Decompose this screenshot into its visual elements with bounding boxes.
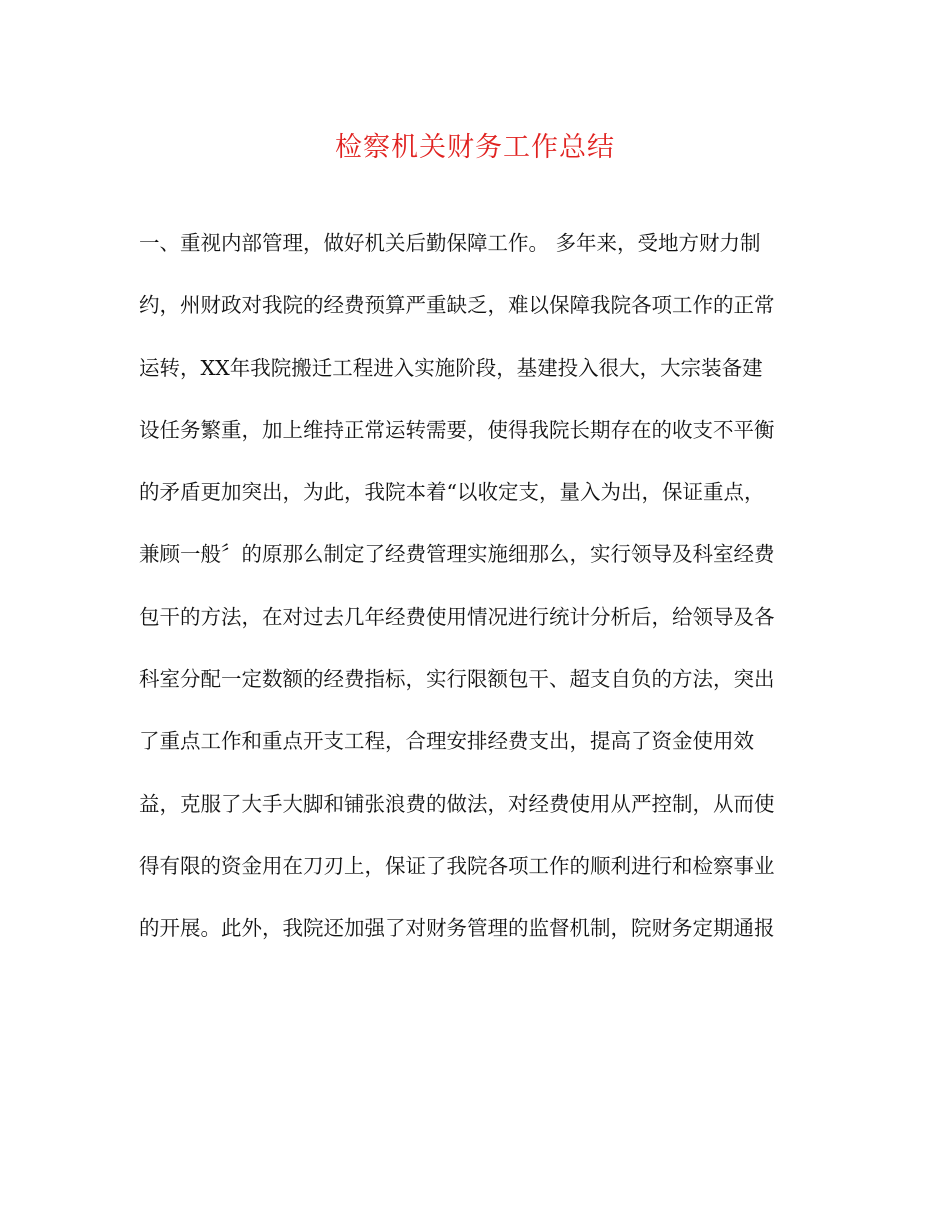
document-body (139, 212, 819, 960)
body-line: 科室分配一定数额的经费指标，实行限额包干、超支自负的方法，突出 (139, 667, 775, 692)
body-line: 的开展。此外，我院还加强了对财务管理的监督机制，院财务定期通报 (139, 916, 775, 941)
body-line: 约，州财政对我院的经费预算严重缺乏，难以保障我院各项工作的正常 (139, 293, 775, 318)
body-line: 了重点工作和重点开支工程，合理安排经费支出，提高了资金使用效 (139, 729, 754, 754)
body-line: 运转，XX年我院搬迁工程进入实施阶段，基建投入很大，大宗装备建 (139, 355, 763, 380)
body-line: 一、重视内部管理，做好机关后勤保障工作。 多年来，受地方财力制 (139, 231, 761, 255)
document-title: 检察机关财务工作总结 (335, 132, 615, 163)
body-line: 兼顾一般〞的原那么制定了经费管理实施细那么，实行领导及科室经费 (139, 542, 775, 567)
body-line: 的矛盾更加突出，为此，我院本着“以收定支，量入为出，保证重点， (139, 480, 765, 505)
body-line: 益，克服了大手大脚和铺张浪费的做法，对经费使用从严控制，从而使 (139, 791, 775, 816)
body-line: 设任务繁重，加上维持正常运转需要，使得我院长期存在的收支不平衡 (139, 417, 775, 442)
body-line: 得有限的资金用在刀刃上，保证了我院各项工作的顺利进行和检察事业 (139, 853, 775, 878)
body-line: 包干的方法，在对过去几年经费使用情况进行统计分析后，给领导及各 (139, 604, 775, 629)
